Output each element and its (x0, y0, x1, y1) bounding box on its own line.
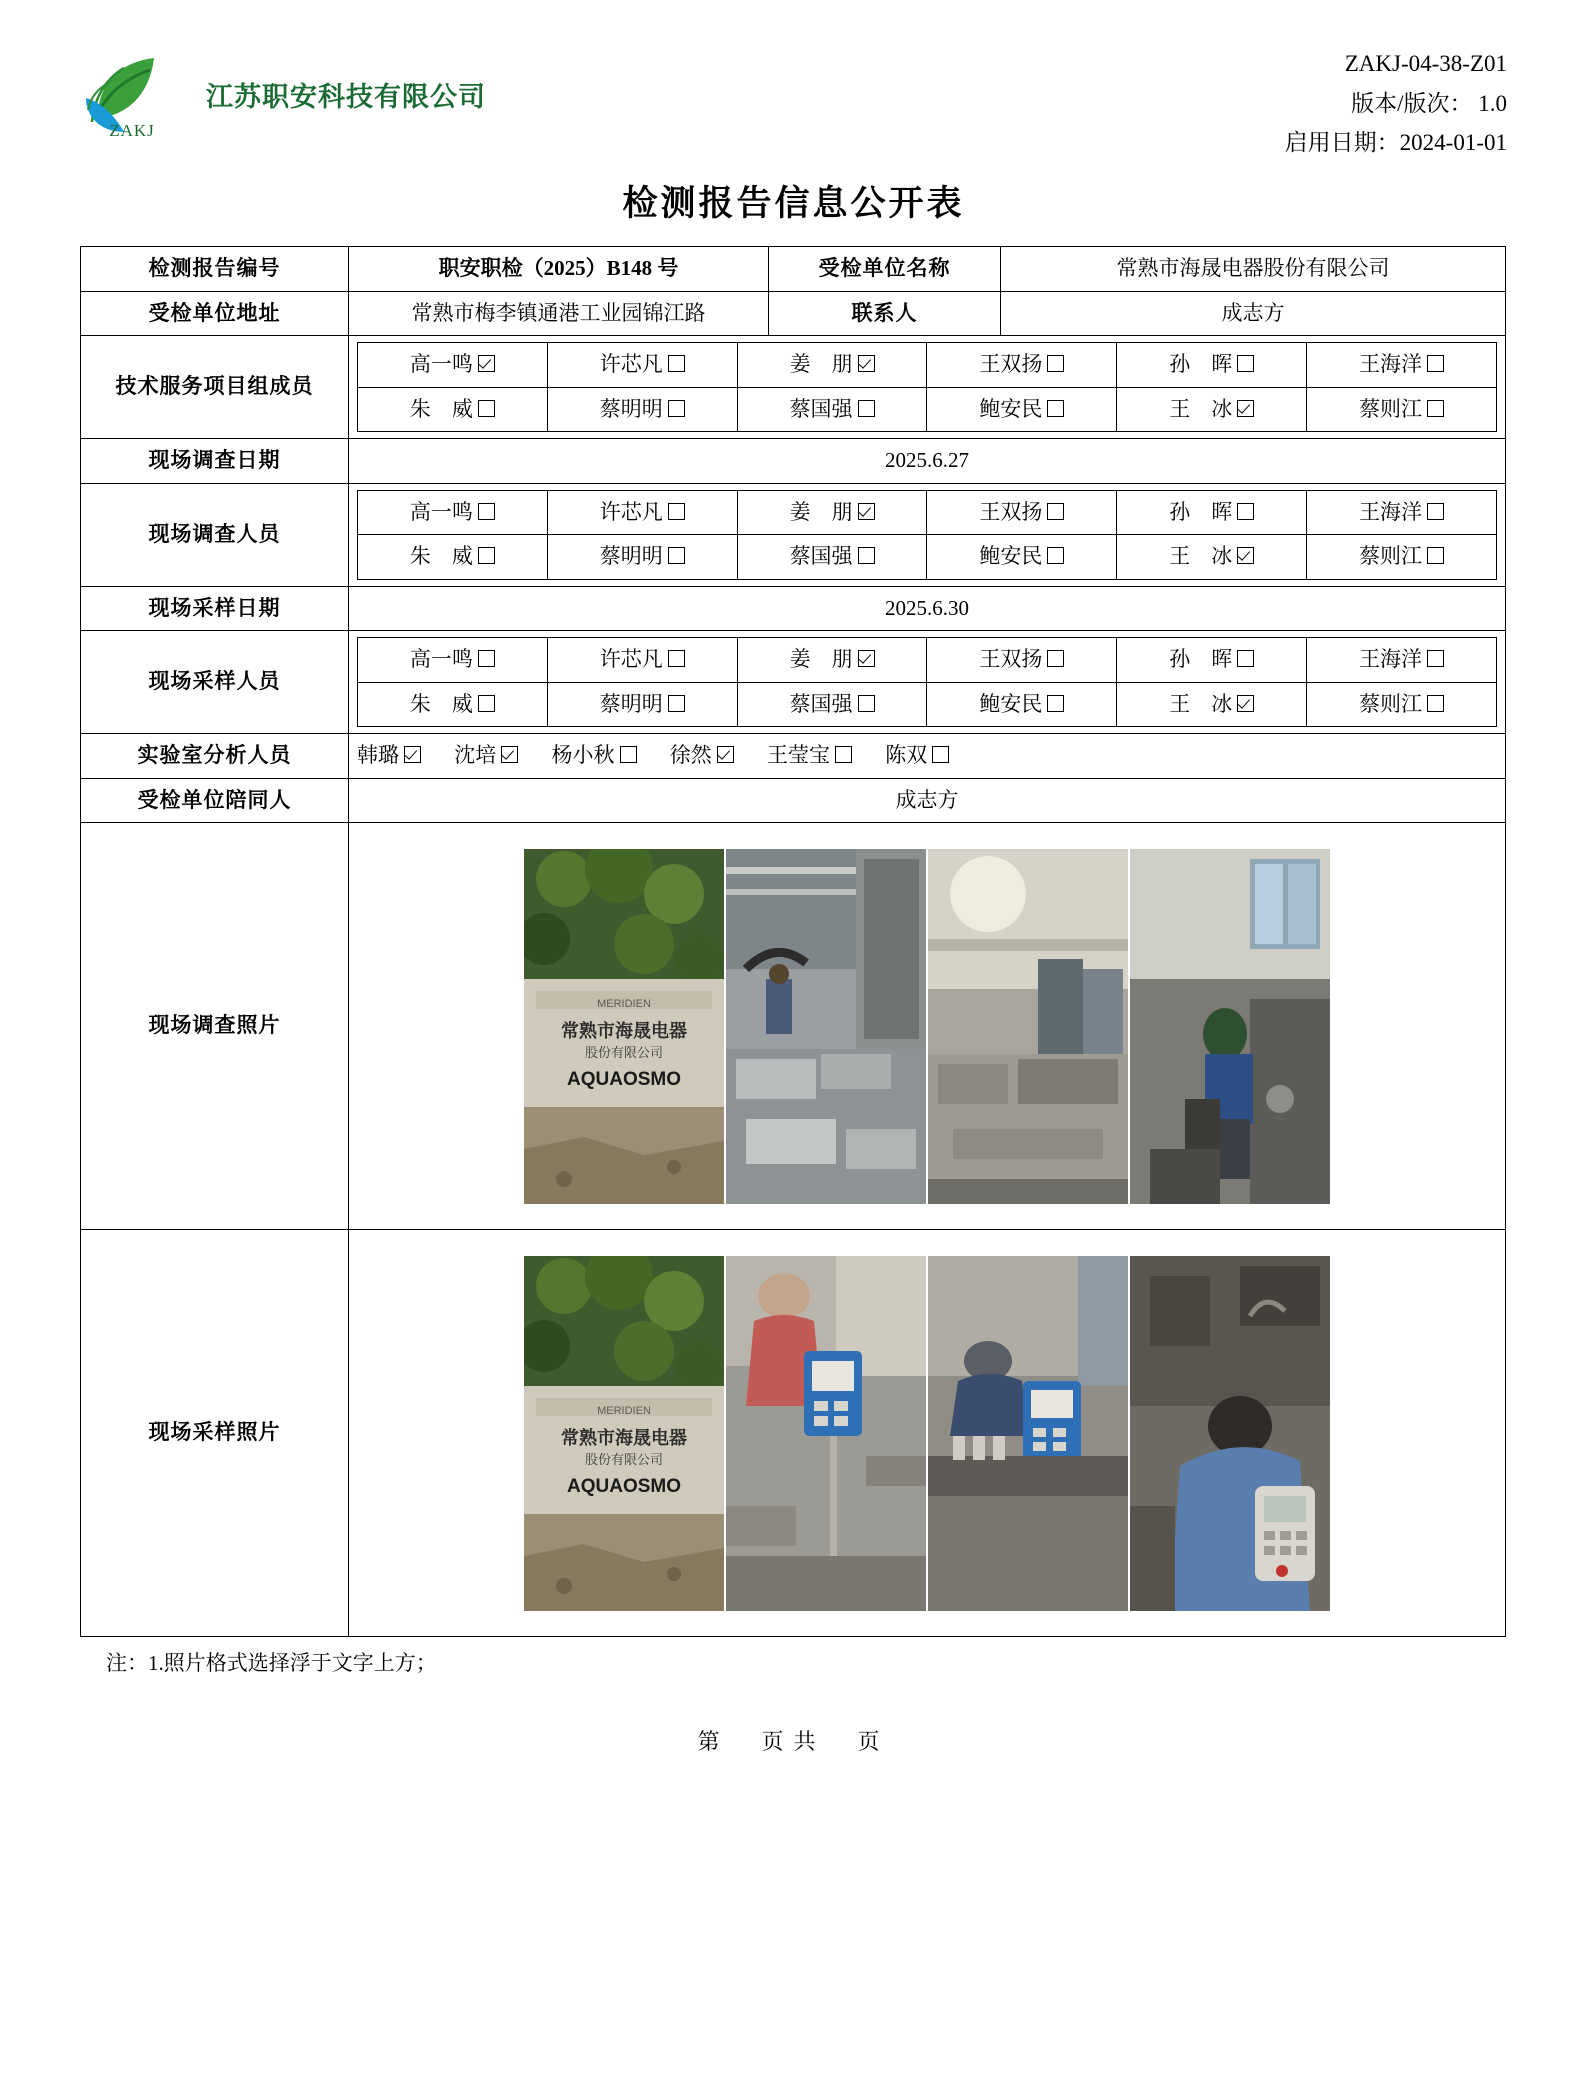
people-cell[interactable] (358, 490, 548, 535)
people-cell[interactable] (1307, 535, 1497, 580)
doc-number: ZAKJ-04-38-Z01 (1344, 51, 1507, 76)
person-name: 鲍安民 (979, 396, 1043, 421)
person-name: 孙 晖 (1169, 352, 1233, 376)
people-cell[interactable] (358, 387, 548, 432)
person-name: 蔡明明 (599, 396, 663, 421)
person-checkbox[interactable] (858, 503, 875, 520)
person-checkbox[interactable] (668, 650, 685, 667)
team-members-grid (349, 336, 1506, 439)
person-checkbox[interactable] (1427, 503, 1444, 520)
person-name: 孙 晖 (1169, 499, 1233, 524)
person-checkbox[interactable] (668, 547, 685, 564)
people-cell[interactable] (927, 490, 1117, 535)
person-name: 徐然 (669, 743, 712, 767)
people-cell[interactable] (547, 535, 737, 580)
person-name: 王 冰 (1169, 691, 1233, 716)
people-cell[interactable] (737, 387, 927, 432)
lab-analysts-list (349, 734, 1506, 779)
svg-text:MERIDIEN: MERIDIEN (597, 997, 651, 1010)
people-cell[interactable] (1117, 682, 1307, 727)
person-checkbox[interactable] (668, 400, 685, 417)
table-row (81, 483, 1506, 586)
person-name: 蔡国强 (789, 544, 853, 568)
escort-label: 受检单位陪同人 (81, 778, 349, 823)
people-cell[interactable] (927, 387, 1117, 432)
person-checkbox[interactable] (1047, 503, 1064, 520)
client-name-label: 受检单位名称 (769, 247, 1001, 292)
table-row (81, 1230, 1506, 1637)
person-name: 王双扬 (979, 499, 1043, 524)
people-cell[interactable] (927, 535, 1117, 580)
person-name: 高一鸣 (409, 647, 473, 671)
people-cell[interactable] (737, 343, 927, 388)
survey-photo-strip (357, 829, 1497, 1223)
svg-text:ZAKJ: ZAKJ (109, 121, 155, 140)
report-no-value: 职安职检（2025）B148 号 (349, 247, 769, 292)
person-name: 王海洋 (1359, 352, 1423, 376)
people-cell[interactable] (547, 343, 737, 388)
people-cell[interactable] (358, 682, 548, 727)
svg-text:AQUAOSMO: AQUAOSMO (567, 1475, 681, 1497)
person-checkbox[interactable] (501, 746, 518, 763)
person-name: 朱 威 (409, 396, 473, 421)
person-checkbox[interactable] (1427, 547, 1444, 564)
person-name: 蔡明明 (599, 691, 663, 716)
person-name: 蔡则江 (1359, 691, 1423, 716)
person-name: 蔡则江 (1359, 544, 1423, 568)
people-row (358, 490, 1497, 535)
client-name-value: 常熟市海晟电器股份有限公司 (1001, 247, 1506, 292)
person-name: 蔡国强 (789, 691, 853, 716)
doc-version: 版本/版次： 1.0 (1351, 90, 1507, 116)
people-row (358, 535, 1497, 580)
photo-sampler-a (726, 1256, 926, 1611)
people-cell[interactable] (1117, 387, 1307, 432)
person-checkbox[interactable] (1047, 695, 1064, 712)
survey-date-value: 2025.6.27 (349, 439, 1506, 484)
people-checkbox-grid (357, 637, 1497, 727)
person-name: 鲍安民 (979, 544, 1043, 568)
photo-gate-sign (524, 849, 724, 1204)
client-address-label: 受检单位地址 (81, 291, 349, 336)
survey-people-grid (349, 483, 1506, 586)
person-name: 许芯凡 (599, 499, 663, 524)
report-info-table (80, 246, 1506, 1637)
person-checkbox[interactable] (478, 547, 495, 564)
person-name: 鲍安民 (979, 691, 1043, 716)
sampling-photo-label: 现场采样照片 (81, 1230, 349, 1637)
people-cell[interactable] (358, 638, 548, 683)
person-checkbox[interactable] (1047, 650, 1064, 667)
people-row (358, 343, 1497, 388)
table-row (81, 247, 1506, 292)
photo-gate-sign (524, 1256, 724, 1611)
escort-value: 成志方 (349, 778, 1506, 823)
people-cell[interactable] (737, 682, 927, 727)
person-name: 朱 威 (409, 544, 473, 568)
person-checkbox[interactable] (1427, 400, 1444, 417)
person-checkbox[interactable] (1237, 503, 1254, 520)
company-logo-icon (80, 48, 184, 140)
person-checkbox[interactable] (478, 400, 495, 417)
sampling-photo-strip (357, 1236, 1497, 1630)
person-name: 蔡明明 (599, 544, 663, 568)
people-cell[interactable] (547, 638, 737, 683)
people-checkbox-grid (357, 490, 1497, 580)
survey-people-label: 现场调查人员 (81, 483, 349, 586)
person-name: 杨小秋 (551, 743, 615, 767)
person-checkbox[interactable] (478, 355, 495, 372)
person-checkbox[interactable] (1427, 355, 1444, 372)
person-name: 朱 威 (409, 691, 473, 716)
people-cell[interactable] (1117, 638, 1307, 683)
brand-block (80, 30, 486, 140)
person-checkbox[interactable] (1237, 650, 1254, 667)
table-row (81, 734, 1506, 779)
person-checkbox[interactable] (858, 650, 875, 667)
person-checkbox[interactable] (932, 746, 949, 763)
lab-person[interactable] (357, 743, 421, 767)
people-cell[interactable] (547, 682, 737, 727)
person-name: 姜 朋 (789, 352, 853, 376)
people-cell[interactable] (1307, 387, 1497, 432)
client-address-value: 常熟市梅李镇通港工业园锦江路 (349, 291, 769, 336)
person-name: 王 冰 (1169, 396, 1233, 421)
person-name: 高一鸣 (409, 352, 473, 376)
person-name: 姜 朋 (789, 499, 853, 524)
people-row (358, 387, 1497, 432)
person-name: 陈双 (885, 743, 928, 767)
person-checkbox[interactable] (858, 355, 875, 372)
report-no-label: 检测报告编号 (81, 247, 349, 292)
sampling-photo-cell (349, 1230, 1506, 1637)
person-checkbox[interactable] (717, 746, 734, 763)
page-header (80, 30, 1507, 156)
table-row (81, 291, 1506, 336)
company-name: 江苏职安科技有限公司 (206, 81, 486, 112)
svg-text:常熟市海晟电器: 常熟市海晟电器 (561, 1020, 687, 1041)
document-meta (1285, 30, 1507, 163)
person-checkbox[interactable] (1237, 547, 1254, 564)
people-row (358, 682, 1497, 727)
photo-workshop-a (726, 849, 926, 1204)
lab-person[interactable] (454, 743, 518, 767)
people-cell[interactable] (547, 490, 737, 535)
people-cell[interactable] (1307, 682, 1497, 727)
person-name: 许芯凡 (599, 352, 663, 376)
sampling-people-label: 现场采样人员 (81, 631, 349, 734)
people-cell[interactable] (358, 535, 548, 580)
people-cell[interactable] (1307, 343, 1497, 388)
sampling-people-grid (349, 631, 1506, 734)
lab-analysts-label: 实验室分析人员 (81, 734, 349, 779)
person-checkbox[interactable] (668, 695, 685, 712)
svg-text:常熟市海晟电器: 常熟市海晟电器 (561, 1427, 687, 1448)
person-checkbox[interactable] (478, 503, 495, 520)
people-cell[interactable] (1117, 490, 1307, 535)
lab-person[interactable] (552, 743, 637, 767)
person-name: 蔡则江 (1359, 396, 1423, 421)
footer-note: 注：1.照片格式选择浮于文字上方； (106, 1651, 437, 1675)
person-checkbox[interactable] (835, 746, 852, 763)
survey-photo-label: 现场调查照片 (81, 823, 349, 1230)
people-cell[interactable] (737, 638, 927, 683)
svg-text:MERIDIEN: MERIDIEN (597, 1404, 651, 1417)
person-checkbox[interactable] (478, 695, 495, 712)
person-checkbox[interactable] (404, 746, 421, 763)
person-checkbox[interactable] (478, 650, 495, 667)
lab-person[interactable] (767, 743, 852, 767)
person-name: 王 冰 (1169, 544, 1233, 568)
person-name: 王海洋 (1359, 647, 1423, 671)
table-row (81, 439, 1506, 484)
people-cell[interactable] (547, 387, 737, 432)
person-name: 王海洋 (1359, 499, 1423, 524)
people-row (358, 638, 1497, 683)
person-checkbox[interactable] (858, 400, 875, 417)
people-cell[interactable] (1117, 343, 1307, 388)
survey-photo-cell (349, 823, 1506, 1230)
people-cell[interactable] (1307, 638, 1497, 683)
table-row (81, 778, 1506, 823)
photo-workshop-b (928, 849, 1128, 1204)
photo-handheld (1130, 1256, 1330, 1611)
person-checkbox[interactable] (1427, 650, 1444, 667)
table-row (81, 631, 1506, 734)
lab-person[interactable] (885, 743, 949, 767)
person-checkbox[interactable] (668, 355, 685, 372)
person-checkbox[interactable] (620, 746, 637, 763)
person-name: 孙 晖 (1169, 647, 1233, 671)
people-checkbox-grid (357, 342, 1497, 432)
person-checkbox[interactable] (858, 547, 875, 564)
person-checkbox[interactable] (1237, 400, 1254, 417)
svg-text:AQUAOSMO: AQUAOSMO (567, 1068, 681, 1090)
table-row (81, 586, 1506, 631)
photo-welding (1130, 849, 1330, 1204)
person-checkbox[interactable] (1237, 355, 1254, 372)
person-checkbox[interactable] (668, 503, 685, 520)
photo-sampler-b (928, 1256, 1128, 1611)
people-cell[interactable] (358, 343, 548, 388)
person-name: 王双扬 (979, 352, 1043, 376)
person-name: 许芯凡 (599, 647, 663, 671)
person-name: 王莹宝 (767, 743, 830, 767)
person-name: 王双扬 (979, 647, 1043, 671)
lab-person[interactable] (670, 743, 734, 767)
page-title: 检测报告信息公开表 (622, 184, 965, 223)
people-cell[interactable] (1117, 535, 1307, 580)
person-checkbox[interactable] (858, 695, 875, 712)
person-checkbox[interactable] (1237, 695, 1254, 712)
sampling-date-label: 现场采样日期 (81, 586, 349, 631)
people-cell[interactable] (927, 638, 1117, 683)
person-name: 高一鸣 (409, 499, 473, 524)
people-cell[interactable] (737, 490, 927, 535)
person-name: 蔡国强 (789, 396, 853, 421)
people-cell[interactable] (1307, 490, 1497, 535)
person-name: 韩璐 (357, 743, 399, 767)
person-checkbox[interactable] (1427, 695, 1444, 712)
svg-text:股份有限公司: 股份有限公司 (584, 1044, 664, 1060)
team-members-label: 技术服务项目组成员 (81, 336, 349, 439)
page-number-footer: 第 页共 页 (697, 1729, 890, 1754)
person-name: 姜 朋 (789, 647, 853, 671)
sampling-date-value: 2025.6.30 (349, 586, 1506, 631)
people-cell[interactable] (927, 343, 1117, 388)
svg-text:股份有限公司: 股份有限公司 (584, 1451, 664, 1467)
people-cell[interactable] (737, 535, 927, 580)
person-name: 沈培 (454, 743, 497, 767)
survey-date-label: 现场调查日期 (81, 439, 349, 484)
people-cell[interactable] (927, 682, 1117, 727)
table-row (81, 336, 1506, 439)
contact-value: 成志方 (1001, 291, 1506, 336)
person-checkbox[interactable] (1047, 355, 1064, 372)
doc-effective-date: 启用日期：2024-01-01 (1284, 130, 1507, 156)
person-checkbox[interactable] (1047, 400, 1064, 417)
contact-label: 联系人 (769, 291, 1001, 336)
table-row (81, 823, 1506, 1230)
person-checkbox[interactable] (1047, 547, 1064, 564)
